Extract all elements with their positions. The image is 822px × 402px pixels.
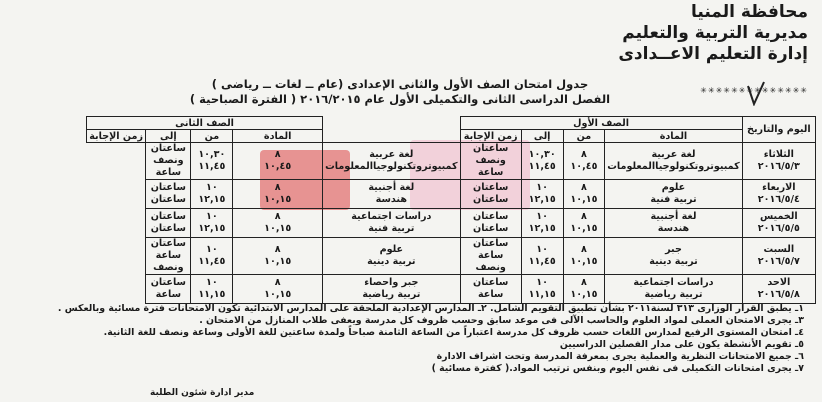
duration-cell [460, 143, 521, 180]
subject-cell [323, 143, 460, 180]
subject-cell [605, 143, 742, 180]
duration-cell-line: ساعتان [150, 182, 186, 193]
duration-header: زمن الإجابة [87, 130, 146, 143]
to-cell-line: ١٠ [536, 211, 549, 222]
day-cell-line: الثلاثاء [763, 149, 794, 160]
day-header: اليوم والتاريخ [742, 117, 815, 143]
subject-cell [323, 275, 460, 304]
from-cell-line: ١٠,٤٥ [570, 161, 598, 172]
table-row [87, 209, 816, 238]
day-cell-line: ٢٠١٦/٥/٤ [757, 194, 800, 205]
header-block [618, 2, 808, 65]
to-cell-line: ١٠ [205, 182, 218, 193]
day-cell-line: ٢٠١٦/٥/٥ [757, 223, 800, 234]
from-cell-line: ١٠,١٥ [264, 289, 292, 300]
to-cell [191, 238, 233, 275]
to-cell-line: ١١,١٥ [528, 289, 556, 300]
to-cell-line: ١٢,١٥ [528, 223, 556, 234]
subject-cell-line: كمبيوتروتكنولوجياالمعلومات [325, 161, 458, 172]
to-cell [191, 275, 233, 304]
subject-cell-line: لغة عربية [651, 149, 696, 160]
duration-cell-line: ساعة [155, 167, 182, 178]
to-cell-line: ١٠,٣٠ [528, 149, 556, 160]
duration-cell [146, 209, 191, 238]
duration-cell-line: ساعتان [473, 277, 509, 288]
duration-cell-line: ساعة [155, 289, 182, 300]
duration-cell-line: ساعة [477, 289, 504, 300]
to-cell-line: ١٠ [536, 244, 549, 255]
duration-cell-line: ساعة [477, 167, 504, 178]
from-cell-line: ٨ [580, 277, 587, 288]
note: ٥ـ تقويم الأنشطة يكون على مدار الفصلين الدراسيين [559, 339, 804, 350]
subject-cell-line: تربية رياضية [362, 289, 421, 300]
duration-cell [146, 180, 191, 209]
to-cell-line: ١١,١٥ [198, 289, 226, 300]
table-row [87, 180, 816, 209]
subject-cell [323, 238, 460, 275]
subject-cell [605, 180, 742, 209]
duration-cell-line: ساعتان [473, 182, 509, 193]
from-cell [563, 180, 605, 209]
first-grade-header: الصف الأول [460, 117, 742, 130]
to-cell-line: ١١,٤٥ [528, 161, 556, 172]
from-cell-line: ١٠,١٥ [570, 289, 598, 300]
subject-cell-line: دراسات اجتماعية [351, 211, 432, 222]
to-cell-line: ١٢,١٥ [198, 194, 226, 205]
day-cell [742, 143, 815, 180]
day-cell [742, 209, 815, 238]
subject-cell-line: تربية رياضية [644, 289, 703, 300]
duration-cell-line: ساعتان ونصف [150, 143, 186, 166]
to-cell-line: ١٢,١٥ [528, 194, 556, 205]
subject-cell-line: علوم [379, 244, 404, 255]
duration-cell [460, 275, 521, 304]
note: ٣ـ يجرى الامتحان العملى لمواد العلوم والحاسب الآلى فى موعد سابق وحسب ظروف كل مدرسة ويعفى طلاب المنازل من الامتحان . [199, 315, 804, 326]
note: ٤ـ امتحان المستوى الرفيع لمدارس اللغات حسب ظروف كل مدرسة اعتباراً من الساعة الثامنة صباحاً ولمدة ساعتين للغة الأولى وساعة ونصف للغة الثانية. [103, 327, 804, 338]
subject-cell-line: جبر [665, 244, 682, 255]
duration-cell-line: ساعتان [150, 238, 186, 249]
duration-cell-line: ساعة ونصف [153, 250, 184, 273]
duration-cell-line: ساعتان [473, 194, 509, 205]
subject-cell [323, 180, 460, 209]
from-cell [233, 209, 323, 238]
from-cell [563, 209, 605, 238]
subject-cell [323, 209, 460, 238]
to-cell [521, 238, 563, 275]
to-cell [521, 209, 563, 238]
governorate-label: محافظة المنيا [691, 2, 808, 22]
note: ٧ـ يجرى امتحانات التكميلى فى نفس اليوم وبنفس ترتيب المواد.( كفترة مسائية ) [431, 363, 804, 374]
to-header: إلى [146, 130, 191, 143]
to-cell [191, 180, 233, 209]
duration-cell-line: ساعتان [473, 223, 509, 234]
duration-cell-line: ساعتان [150, 211, 186, 222]
duration-cell-line: ساعتان ونصف [473, 143, 509, 166]
subject-cell-line: كمبيوتروتكنولوجياالمعلومات [607, 161, 740, 172]
day-cell-line: ٢٠١٦/٥/٧ [757, 256, 800, 267]
subject-cell-line: تربية فنية [368, 223, 415, 234]
duration-cell [460, 209, 521, 238]
duration-cell-line: ساعتان [150, 194, 186, 205]
subject-cell-line: جبر واحصاء [364, 277, 419, 288]
day-cell-line: ٢٠١٦/٥/٨ [757, 289, 800, 300]
decorative-stars: ✳✳✳✳✳✳✳✳✳✳✳✳✳✳ [700, 86, 808, 95]
day-cell-line: الخميس [759, 211, 798, 222]
subject-cell-line: علوم [661, 182, 686, 193]
from-header: من [563, 130, 605, 143]
from-cell [563, 238, 605, 275]
duration-cell-line: ساعتان [473, 238, 509, 249]
day-cell-line: السبت [763, 244, 795, 255]
from-cell-line: ٨ [274, 149, 281, 160]
to-header: إلى [521, 130, 563, 143]
day-cell [742, 275, 815, 304]
duration-header: زمن الإجابة [460, 130, 521, 143]
from-cell [233, 238, 323, 275]
from-cell-line: ١٠,١٥ [570, 194, 598, 205]
subject-cell [605, 238, 742, 275]
to-cell-line: ١٢,١٥ [198, 223, 226, 234]
from-cell-line: ٨ [274, 244, 281, 255]
from-cell [233, 180, 323, 209]
to-cell-line: ١٠ [205, 277, 218, 288]
note: ٦ـ جميع الامتحانات النظرية والعملية يجرى بمعرفة المدرسة وتحت اشراف الادارة [436, 351, 804, 362]
checkmark-icon [746, 80, 766, 106]
from-header: من [191, 130, 233, 143]
to-cell [191, 143, 233, 180]
to-cell-line: ١٠ [536, 182, 549, 193]
day-cell-line: الاحد [767, 277, 791, 288]
from-cell-line: ٨ [274, 277, 281, 288]
duration-cell [146, 275, 191, 304]
from-cell-line: ٨ [580, 149, 587, 160]
from-cell-line: ١٠,١٥ [570, 223, 598, 234]
subject-cell-line: دراسات اجتماعية [633, 277, 714, 288]
to-cell [521, 143, 563, 180]
to-cell-line: ١١,٤٥ [198, 256, 226, 267]
day-cell [742, 180, 815, 209]
from-cell-line: ٨ [580, 182, 587, 193]
to-cell-line: ١٠,٣٠ [198, 149, 226, 160]
from-cell-line: ١٠,١٥ [264, 256, 292, 267]
duration-cell-line: ساعتان [473, 211, 509, 222]
directorate-label: مديرية التربية والتعليم [622, 23, 808, 43]
day-cell-line: ٢٠١٦/٥/٣ [757, 161, 800, 172]
subject-cell [605, 275, 742, 304]
administration-label: إدارة التعليم الاعــدادى [618, 44, 808, 64]
second-grade-header: الصف الثانى [87, 117, 323, 130]
table-row [87, 143, 816, 180]
from-cell-line: ٨ [580, 244, 587, 255]
duration-cell [460, 238, 521, 275]
subject-cell-line: هندسة [657, 223, 690, 234]
to-cell-line: ١١,٤٥ [198, 161, 226, 172]
from-cell-line: ٨ [274, 211, 281, 222]
schedule-table [86, 116, 816, 304]
schedule-title [180, 77, 620, 107]
subject-cell-line: لغة أجنبية [650, 211, 697, 222]
table-row [87, 238, 816, 275]
duration-cell [460, 180, 521, 209]
to-cell-line: ١٠ [205, 211, 218, 222]
subject-cell-line: هندسة [375, 194, 408, 205]
from-cell-line: ١٠,١٥ [264, 194, 292, 205]
duration-cell-line: ساعتان [150, 223, 186, 234]
table-row [87, 275, 816, 304]
day-cell [742, 238, 815, 275]
subject-cell-line: لغة عربية [369, 149, 414, 160]
to-cell [521, 275, 563, 304]
subject-cell-line: تربية دينية [367, 256, 416, 267]
from-cell [233, 275, 323, 304]
from-cell [563, 275, 605, 304]
notes-block [57, 303, 804, 375]
from-cell [563, 143, 605, 180]
subject-cell-line: تربية فنية [650, 194, 697, 205]
from-cell-line: ٨ [580, 211, 587, 222]
to-cell [521, 180, 563, 209]
duration-cell-line: ساعتان [150, 277, 186, 288]
from-cell [233, 143, 323, 180]
from-cell-line: ١٠,٤٥ [264, 161, 292, 172]
subject-header: المادة [233, 130, 323, 143]
duration-cell [146, 238, 191, 275]
from-cell-line: ١٠,١٥ [264, 223, 292, 234]
from-cell-line: ١٠,١٥ [570, 256, 598, 267]
title-line-2: الفصل الدراسى الثانى والتكميلى الأول عام ٢٠١٦/٢٠١٥ ( الفترة الصباحية ) [189, 92, 611, 106]
from-cell-line: ٨ [274, 182, 281, 193]
subject-header: المادة [605, 130, 742, 143]
duration-cell-line: ساعة ونصف [475, 250, 506, 273]
subject-cell [605, 209, 742, 238]
title-line-1: جدول امتحان الصف الأول والثانى الإعدادى (عام ــ لغات ــ رياضى ) [211, 77, 589, 91]
signature-label: مدير ادارة شئون الطلبة [150, 388, 255, 398]
to-cell-line: ١١,٤٥ [528, 256, 556, 267]
duration-cell [146, 143, 191, 180]
subject-cell-line: لغة أجنبية [368, 182, 415, 193]
day-cell-line: الاربعاء [762, 182, 796, 193]
to-cell [191, 209, 233, 238]
subject-cell-line: تربية دينية [649, 256, 698, 267]
to-cell-line: ١٠ [536, 277, 549, 288]
to-cell-line: ١٠ [205, 244, 218, 255]
note: ١ـ يطبق القرار الوزارى ٣١٣ لسنة٢٠١١ بشأن تطبيق التقويم الشامل. ٢ـ المدارس الإعدادية الملحقة على المدارس الابتدائية تكون الامتحانات فترة مسائية وبالعكس . [57, 303, 804, 314]
